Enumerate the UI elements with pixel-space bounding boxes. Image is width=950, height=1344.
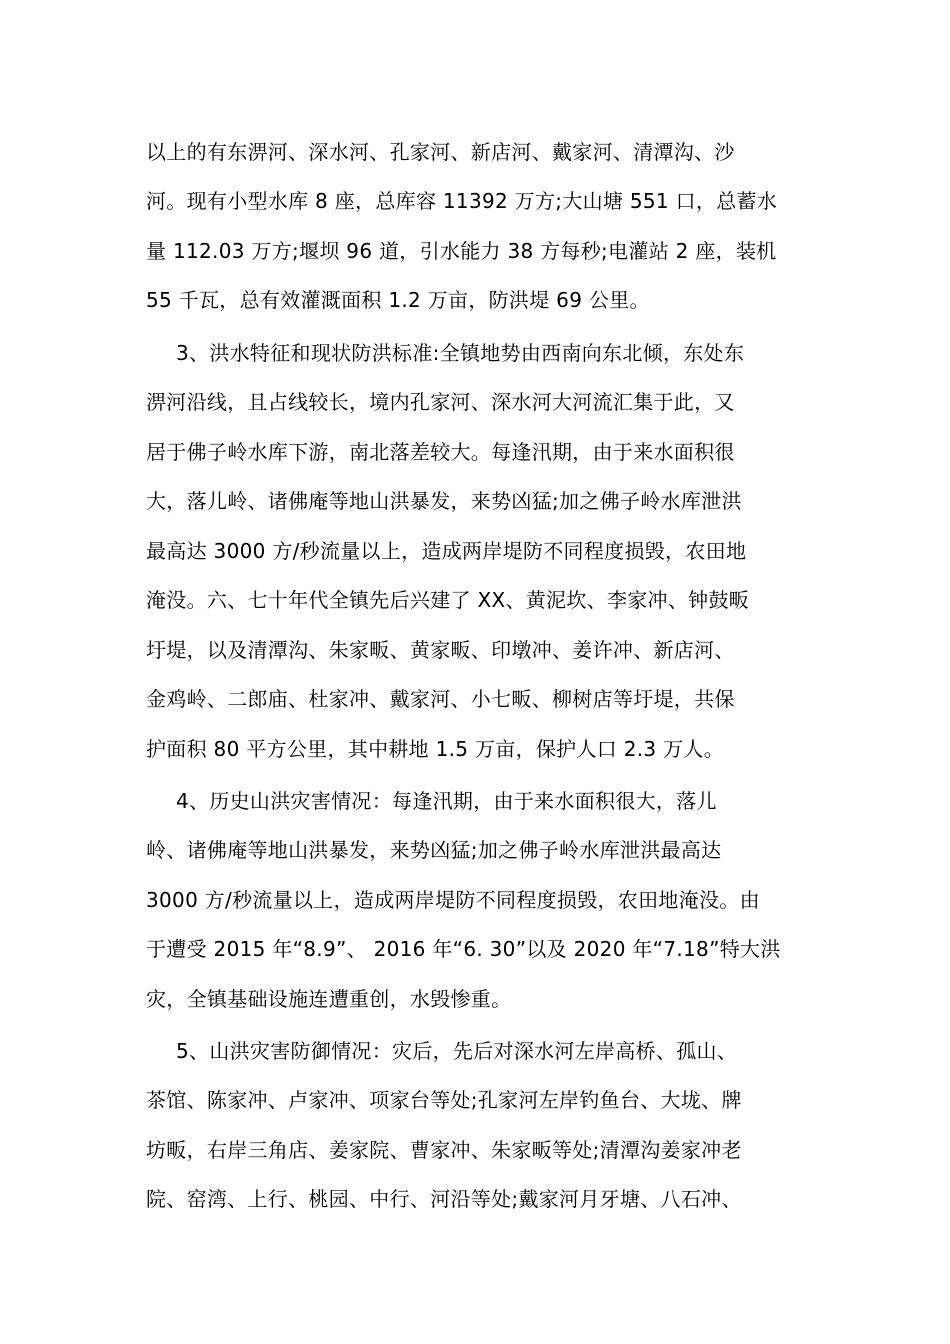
text-line: 院、窑湾、上行、桃园、中行、河沿等处;戴家河月牙塘、八石冲、 <box>146 1187 742 1211</box>
text-line: 金鸡岭、二郎庙、杜家冲、戴家河、小七畈、柳树店等圩堤，共保 <box>146 687 735 711</box>
text-line: 居于佛子岭水库下游，南北落差较大。每逢汛期，由于来水面积很 <box>146 440 735 464</box>
text-line: 55 千瓦，总有效灌溉面积 1.2 万亩，防洪堤 69 公里。 <box>146 288 650 312</box>
text-line: 以上的有东淠河、深水河、孔家河、新店河、戴家河、清潭沟、沙 <box>146 140 735 164</box>
text-line: 大，落儿岭、诸佛庵等地山洪暴发，来势凶猛;加之佛子岭水库泄洪 <box>146 489 742 513</box>
text-line: 淠河沿线，且占线较长，境内孔家河、深水河大河流汇集于此，又 <box>146 390 735 414</box>
text-line: 灾，全镇基础设施连遭重创，水毁惨重。 <box>146 987 512 1011</box>
text-line: 河。现有小型水库 8 座，总库容 11392 万方;大山塘 551 口，总蓄水 <box>146 189 778 213</box>
paragraph-4-first-line: 4、历史山洪灾害情况：每逢汛期，由于来水面积很大，落儿 <box>176 789 717 813</box>
paragraph-3-first-line: 3、洪水特征和现状防洪标准:全镇地势由西南向东北倾，东处东 <box>176 341 745 365</box>
text-line: 坊畈，右岸三角店、姜家院、曹家冲、朱家畈等处;清潭沟姜家冲老 <box>146 1138 742 1162</box>
text-line: 护面积 80 平方公里，其中耕地 1.5 万亩，保护人口 2.3 万人。 <box>146 737 725 761</box>
text-line: 岭、诸佛庵等地山洪暴发，来势凶猛;加之佛子岭水库泄洪最高达 <box>146 838 722 862</box>
text-line: 圩堤，以及清潭沟、朱家畈、黄家畈、印墩冲、姜许冲、新店河、 <box>146 638 735 662</box>
text-line: 于遭受 2015 年“8.9”、 2016 年“6. 30”以及 2020 年“7.18”特大洪 <box>146 937 781 961</box>
text-line: 淹没。六、七十年代全镇先后兴建了 XX、黄泥坎、李家冲、钟鼓畈 <box>146 588 750 612</box>
text-line: 3000 方/秒流量以上，造成两岸堤防不同程度损毁，农田地淹没。由 <box>146 888 760 912</box>
text-line: 茶馆、陈家冲、卢家冲、项家台等处;孔家河左岸钓鱼台、大垅、牌 <box>146 1088 742 1112</box>
text-line: 最高达 3000 方/秒流量以上，造成两岸堤防不同程度损毁，农田地 <box>146 539 747 563</box>
text-line: 量 112.03 万方;堰坝 96 道，引水能力 38 方每秒;电灌站 2 座，装机 <box>146 239 777 263</box>
paragraph-5-first-line: 5、山洪灾害防御情况：灾后，先后对深水河左岸高桥、孤山、 <box>176 1039 738 1063</box>
